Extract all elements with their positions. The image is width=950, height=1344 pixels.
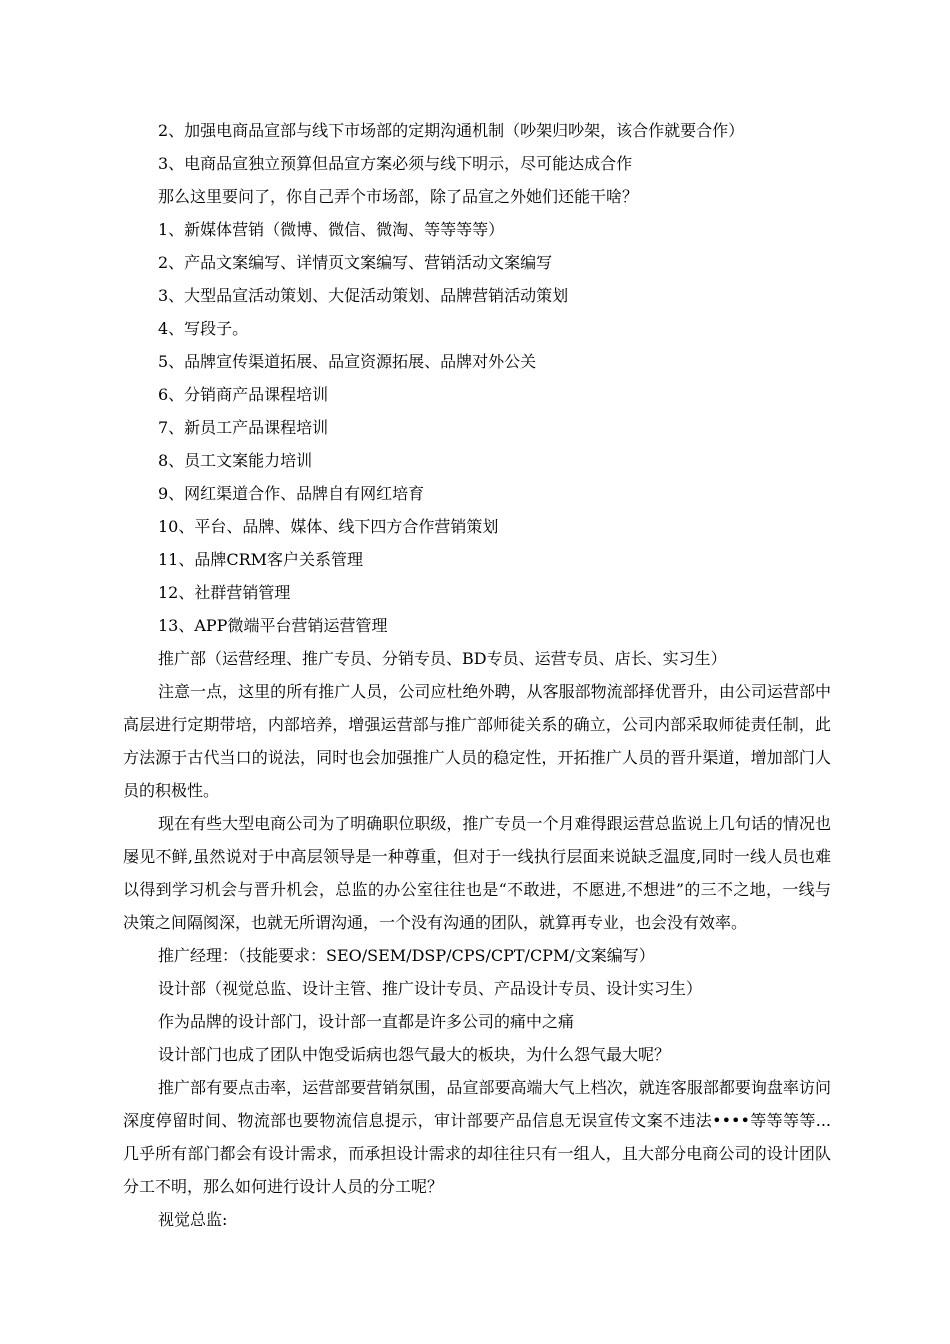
paragraph-design-complaints: 设计部门也成了团队中饱受诟病也怨气最大的板块，为什么怨气最大呢？ (158, 1045, 671, 1064)
list-item-11: 11、品牌CRM客户关系管理 (158, 550, 364, 569)
list-item-8: 8、员工文案能力培训 (158, 451, 313, 470)
list-item-1: 1、新媒体营销（微博、微信、微淘、等等等等） (158, 220, 505, 239)
section-heading-promotion: 推广部（运营经理、推广专员、分销专员、BD专员、运营专员、店长、实习生） (158, 649, 727, 668)
paragraph-visual-director: 视觉总监: (158, 1210, 228, 1229)
paragraph-design-demands: 推广部有要点击率，运营部要营销氛围，品宣部要高端大气上档次，就连客服部都要询盘率访问深度停留时间、物流部也要物流信息提示，审计部要产品信息无误宣传文案不违法••••等等等等...几乎所有部门都会有设计需求，而承担设计需求的却往往只有一组人，且大部分电商公司的设计团队分工不明，那么如何进行设计人员的分工呢？ (123, 1078, 831, 1196)
list-item-10: 10、平台、品牌、媒体、线下四方合作营销策划 (158, 517, 499, 536)
document-body (123, 114, 831, 1236)
paragraph-promotion-note: 注意一点，这里的所有推广人员，公司应杜绝外聘，从客服部物流部择优晋升，由公司运营部中高层进行定期带培，内部培养，增强运营部与推广部师徒关系的确立，公司内部采取师徒责任制，此方法源于古代当口的说法，同时也会加强推广人员的稳定性，开拓推广人员的晋升渠道，增加部门人员的积极性。 (123, 682, 831, 800)
list-item-5: 5、品牌宣传渠道拓展、品宣资源拓展、品牌对外公关 (158, 352, 537, 371)
section-heading-design: 设计部（视觉总监、设计主管、推广设计专员、产品设计专员、设计实习生） (158, 979, 703, 998)
list-item-12: 12、社群营销管理 (158, 583, 291, 602)
paragraph-2: 3、电商品宣独立预算但品宣方案必须与线下明示，尽可能达成合作 (158, 154, 633, 173)
paragraph-design-intro: 作为品牌的设计部门，设计部一直都是许多公司的痛中之痛 (158, 1012, 575, 1031)
paragraph-promotion-manager: 推广经理：（技能要求：SEO/SEM/DSP/CPS/CPT/CPM/文案编写） (158, 946, 655, 965)
list-item-9: 9、网红渠道合作、品牌自有网红培育 (158, 484, 425, 503)
list-item-2: 2、产品文案编写、详情页文案编写、营销活动文案编写 (158, 253, 553, 272)
paragraph-3: 那么这里要问了，你自己弄个市场部，除了品宣之外她们还能干啥？ (158, 187, 639, 206)
paragraph-large-companies: 现在有些大型电商公司为了明确职位职级，推广专员一个月难得跟运营总监说上几句话的情况也屡见不鲜,虽然说对于中高层领导是一种尊重，但对于一线执行层面来说缺乏温度,同时一线人员也难以得到学习机会与晋升机会，总监的办公室往往也是“不敢进，不愿进,不想进”的三不之地，一线与决策之间隔阂深，也就无所谓沟通，一个没有沟通的团队，就算再专业，也会没有效率。 (123, 814, 831, 932)
list-item-6: 6、分销商产品课程培训 (158, 385, 329, 404)
list-item-4: 4、写段子。 (158, 319, 249, 338)
list-item-13: 13、APP微端平台营销运营管理 (158, 616, 388, 635)
paragraph-1: 2、加强电商品宣部与线下市场部的定期沟通机制（吵架归吵架，该合作就要合作） (158, 121, 745, 140)
list-item-7: 7、新员工产品课程培训 (158, 418, 329, 437)
list-item-3: 3、大型品宣活动策划、大促活动策划、品牌营销活动策划 (158, 286, 569, 305)
